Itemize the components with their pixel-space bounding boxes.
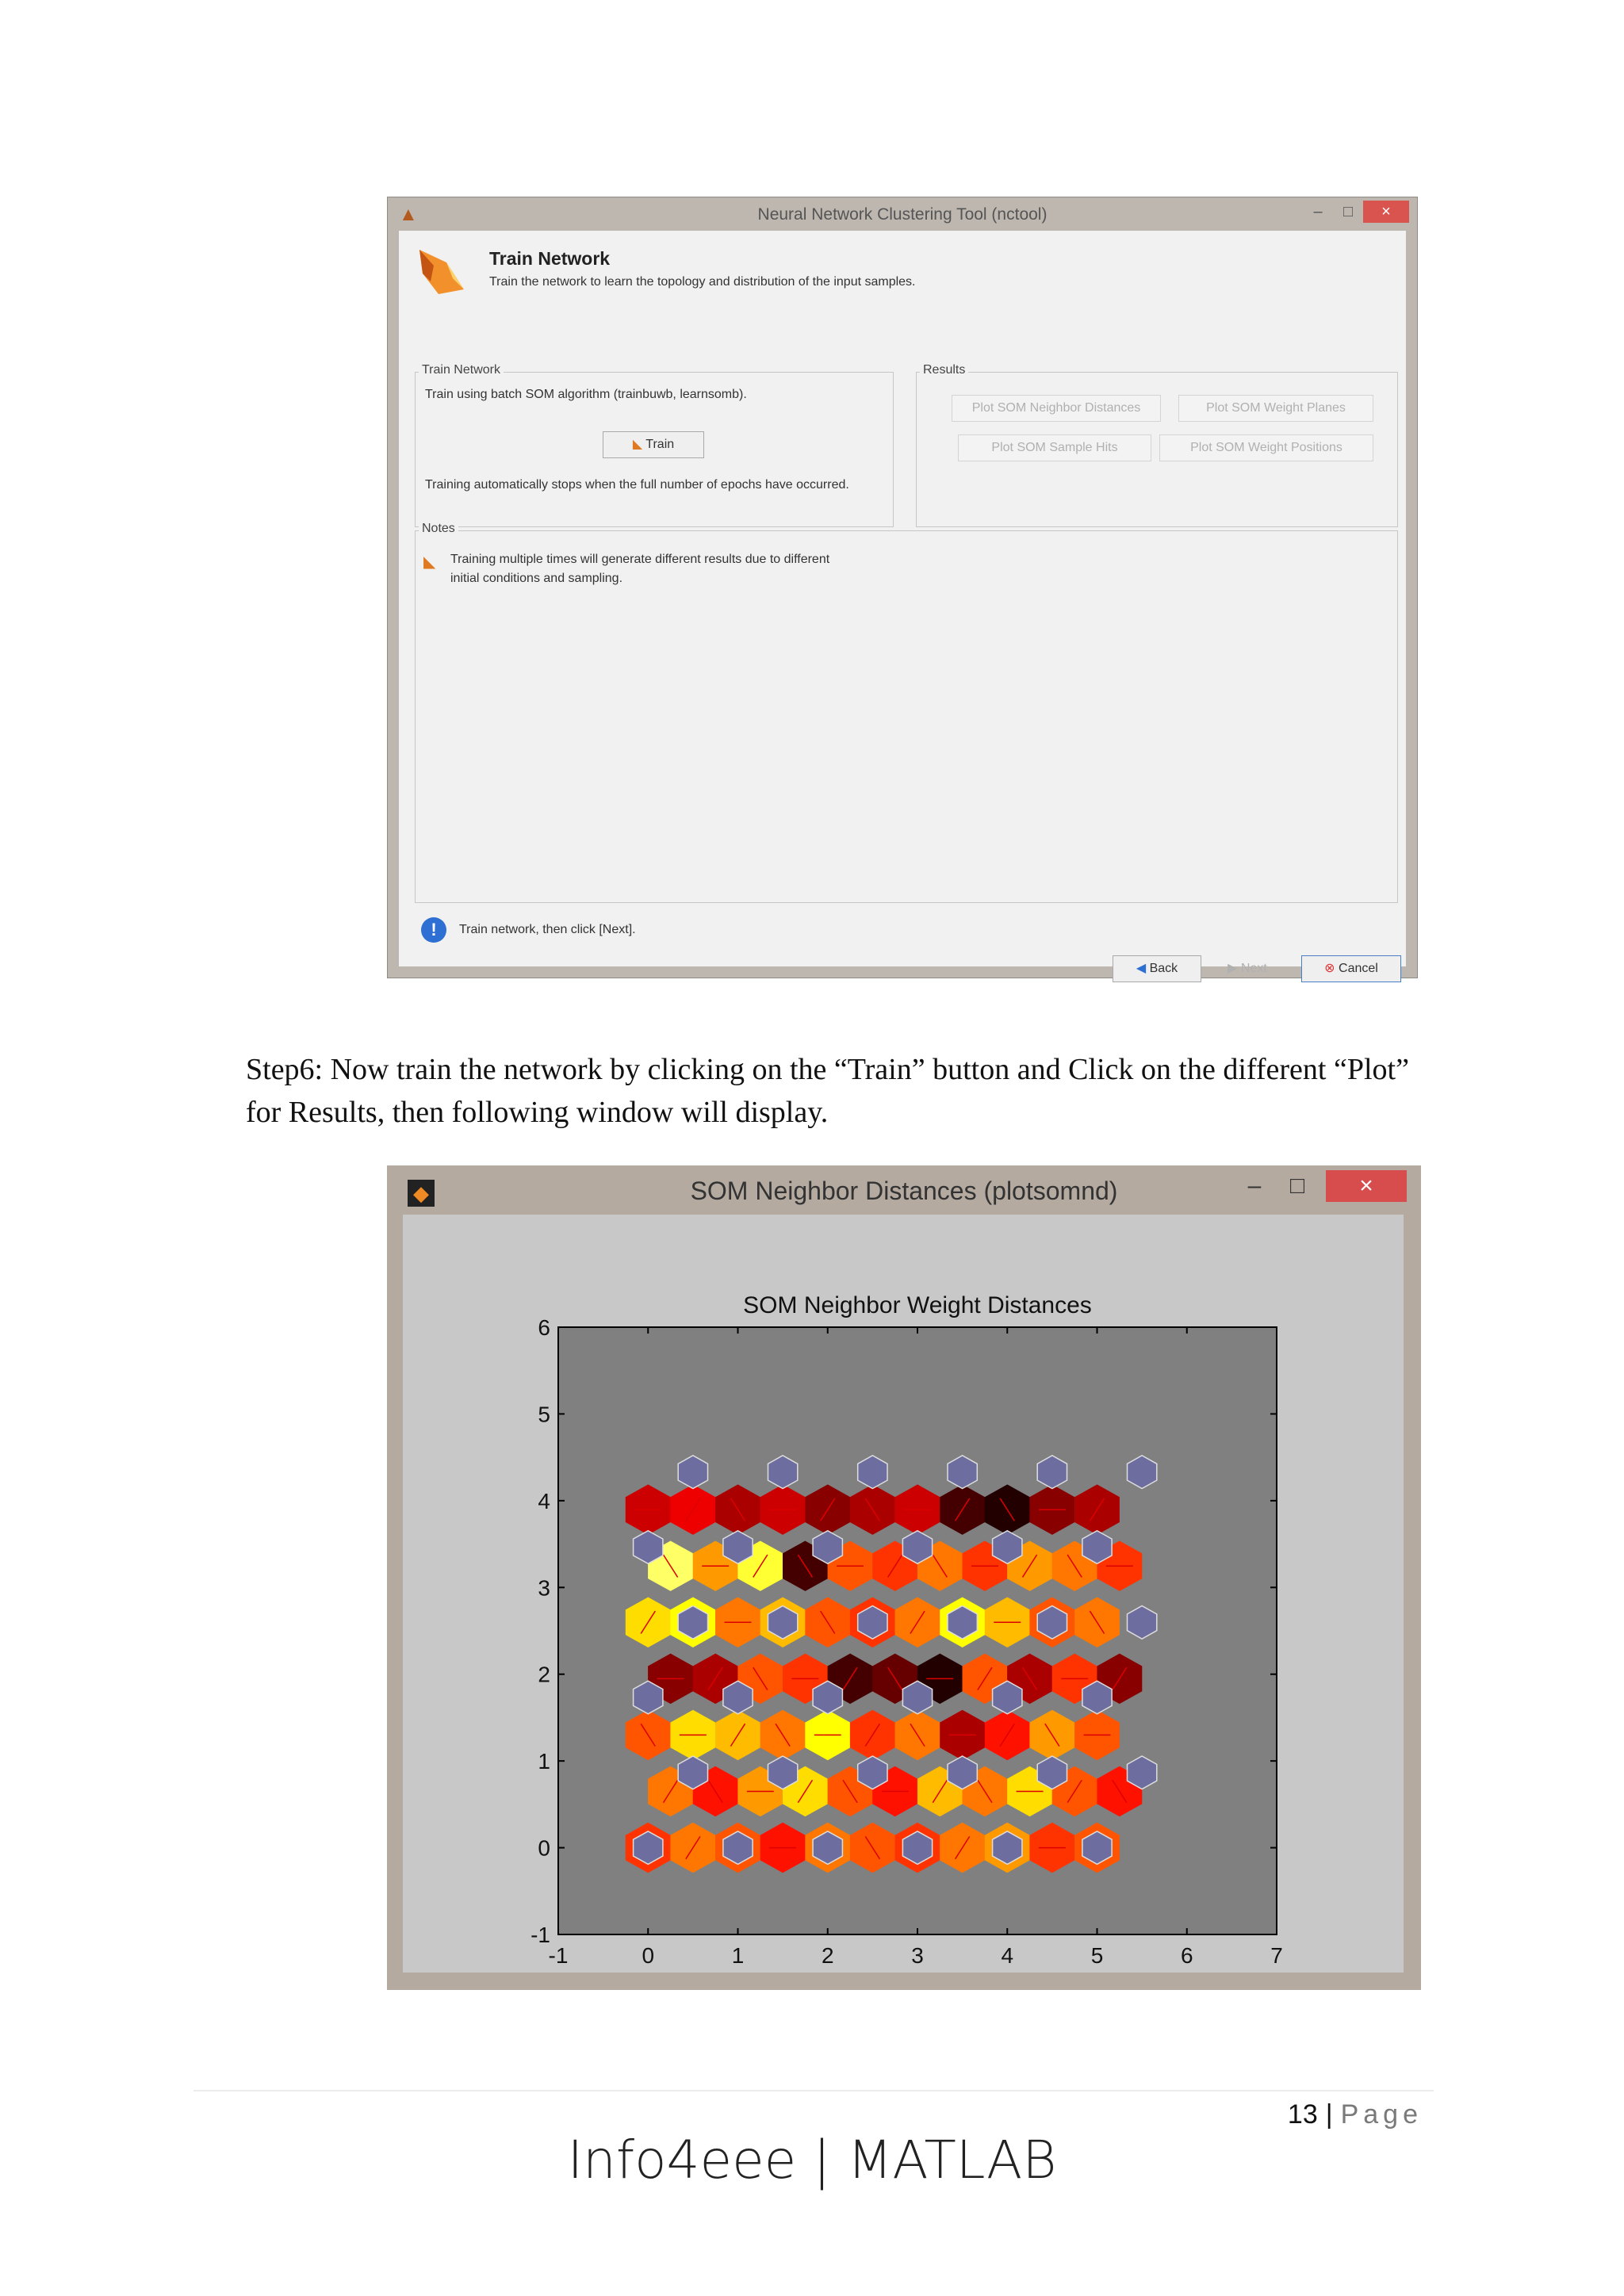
cancel-button-label: Cancel [1339,962,1378,975]
next-button[interactable] [1208,955,1287,982]
cancel-icon: ⊗ [1324,962,1335,975]
maximize-button[interactable]: □ [1342,203,1354,220]
plot-sample-hits-button[interactable]: Plot SOM Sample Hits [958,434,1151,461]
group-legend: Notes [419,522,458,536]
y-tick-label: 1 [538,1749,550,1774]
maximize-button[interactable]: □ [1289,1173,1305,1199]
back-arrow-icon: ◀ [1136,962,1147,975]
train-icon: ◣ [632,438,643,451]
train-stop-note: Training automatically stops when the full number of epochs have occurred. [425,478,849,492]
next-button-label: Next [1240,962,1267,975]
matlab-logo-icon: ◆ [408,1180,435,1207]
x-tick-label: 4 [1001,1943,1014,1968]
nctool-screenshot [387,197,1418,978]
cancel-button[interactable] [1301,955,1401,982]
page-title: Train Network [489,248,611,269]
plot-weight-planes-button[interactable]: Plot SOM Weight Planes [1178,395,1373,422]
y-tick-label: 4 [538,1488,550,1513]
y-tick-label: 6 [538,1315,550,1340]
page-label: Page [1340,2099,1423,2130]
notes-text: Training multiple times will generate different results due to different initial conditions and sampling. [450,553,830,585]
close-button[interactable]: × [1326,1170,1407,1202]
train-button[interactable] [603,431,704,458]
page-separator: | [1325,2099,1333,2130]
train-button-label: Train [645,438,675,451]
info-icon: ! [421,917,446,943]
footer-divider [193,2090,1434,2091]
page-number-value: 13 [1287,2099,1318,2130]
x-tick-label: 1 [731,1943,745,1968]
train-network-group [415,363,894,527]
x-tick-label: 0 [642,1943,655,1968]
nctool-client [399,231,1406,975]
plotsomnd-titlebar [387,1165,1421,1211]
y-tick-label: 2 [538,1662,550,1687]
next-arrow-icon: ▶ [1228,962,1238,975]
y-tick-label: 5 [538,1402,550,1427]
plot-neighbor-distances-button[interactable]: Plot SOM Neighbor Distances [952,395,1161,422]
x-tick-label: -1 [548,1943,569,1968]
results-group [916,363,1398,527]
nctool-title: Neural Network Clustering Tool (nctool) [757,205,1048,224]
y-tick-label: 3 [538,1575,550,1601]
group-legend: Results [920,363,968,377]
train-description: Train using batch SOM algorithm (trainbuwb, learnsomb). [425,388,747,401]
back-button-label: Back [1149,962,1178,975]
som-neighbor-distances-chart [403,1215,1404,1973]
plotsomnd-screenshot [387,1165,1421,1990]
plotsomnd-title: SOM Neighbor Distances (plotsomnd) [690,1177,1118,1205]
status-text: Train network, then click [Next]. [459,923,636,936]
plot-weight-positions-button[interactable]: Plot SOM Weight Positions [1159,434,1373,461]
notes-group [415,522,1398,903]
step-instruction: Step6: Now train the network by clicking on the “Train” button and Click on the different “Plot” for Results, then following window will display. [246,1053,1409,1129]
x-tick-label: 3 [911,1943,924,1968]
y-tick-label: 0 [538,1835,550,1861]
note-icon: ◣ [423,553,436,571]
y-tick-label: -1 [530,1923,550,1947]
matlab-logo-icon: ▲ [399,204,418,225]
page-number [1288,2099,1423,2130]
x-tick-label: 2 [821,1943,834,1968]
x-tick-label: 6 [1180,1943,1193,1968]
close-button[interactable]: × [1363,201,1409,223]
train-network-icon [415,242,472,299]
footer-brand: Info4eee | MATLAB [567,2130,1057,2191]
minimize-button[interactable]: – [1313,203,1323,220]
minimize-button[interactable]: – [1247,1173,1262,1199]
figure-client [403,1215,1404,1973]
group-legend: Train Network [419,363,504,377]
x-tick-label: 5 [1090,1943,1104,1968]
chart-title: SOM Neighbor Weight Distances [743,1292,1092,1318]
nctool-titlebar [388,197,1417,231]
x-tick-label: 7 [1270,1943,1283,1968]
page-subtitle: Train the network to learn the topology and distribution of the input samples. [489,275,916,289]
back-button[interactable] [1113,955,1201,982]
